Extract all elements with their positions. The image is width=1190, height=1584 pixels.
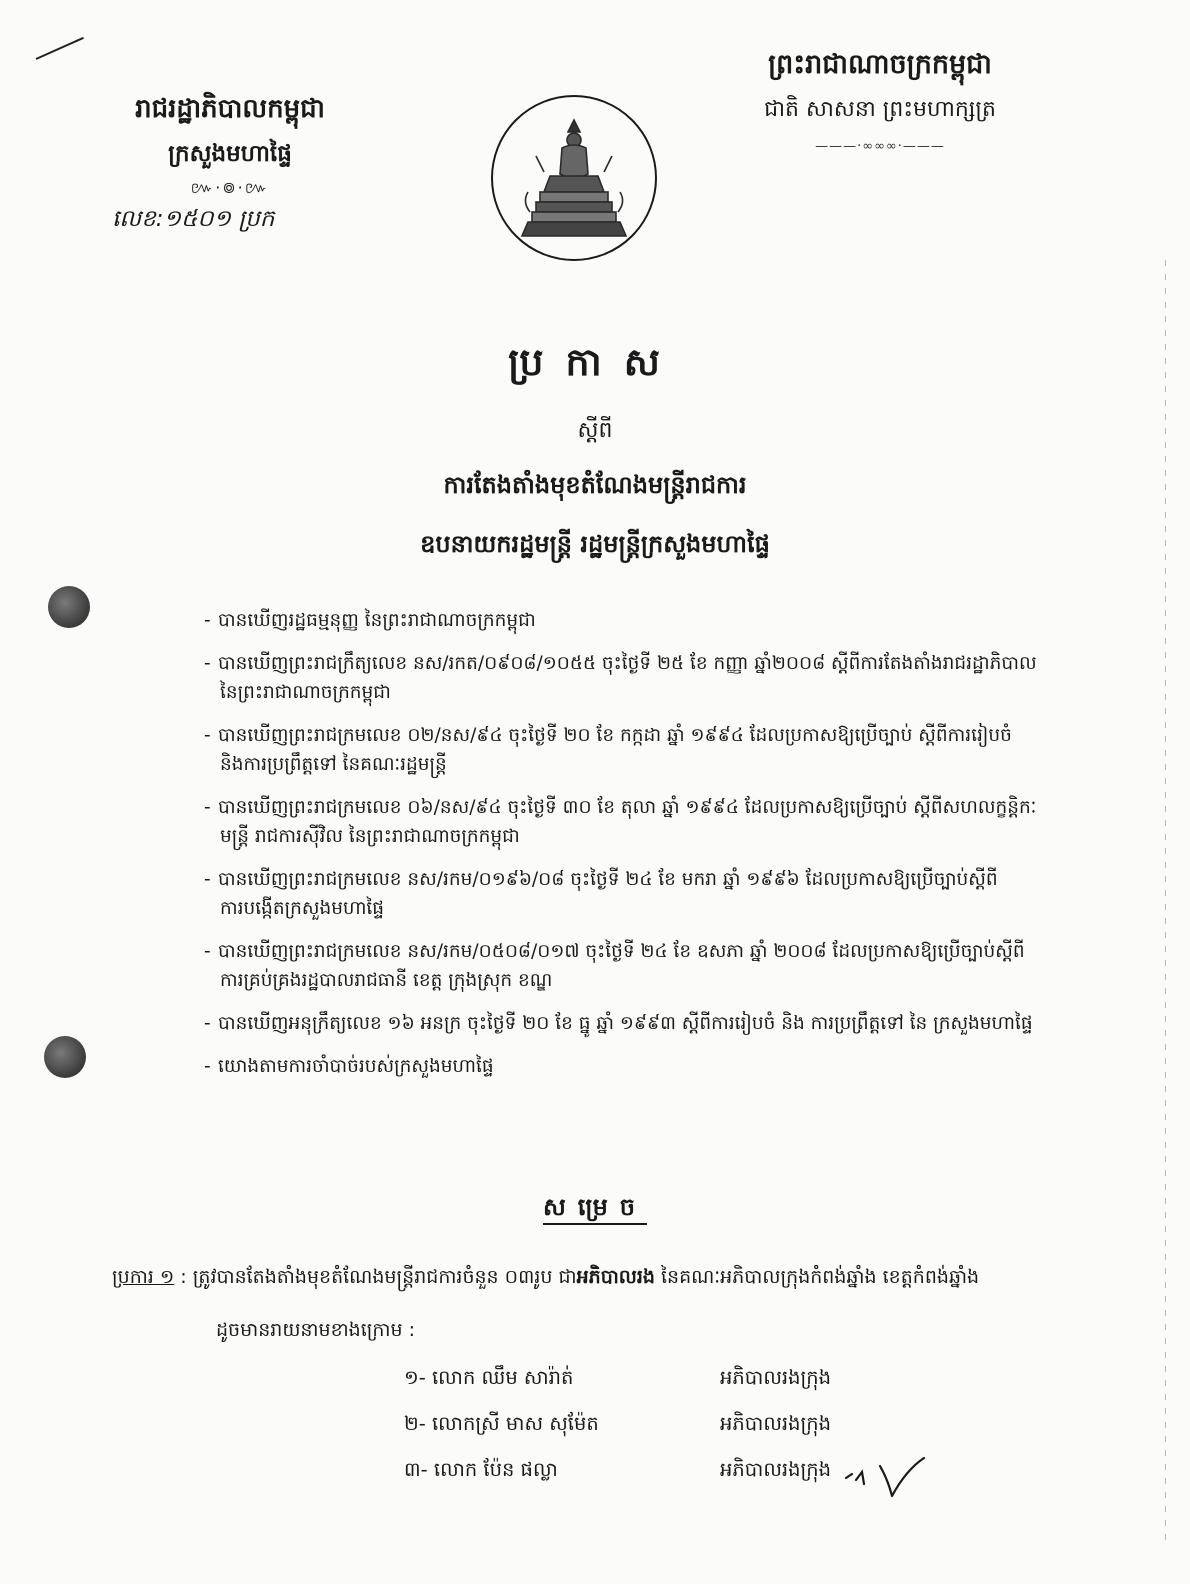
consideration-item: - បានឃើញព្រះរាជក្រមលេខ នស/រកម/០១៩៦/០៨ ចុះថ្ងៃទី ២៤ ខែ មករា ឆ្នាំ ១៩៩៦ ដែលប្រកាសឱ្យប្រើច្បាប់ស្តីពី ការបង្កើតក្រសួងមហាផ្ទៃ xyxy=(204,869,998,919)
consideration-item: - បានឃើញព្រះរាជក្រមលេខ នស/រកម/០៥០៨/០១៧ ចុះថ្ងៃទី ២៤ ខែ ឧសភា ឆ្នាំ ២០០៨ ដែលប្រកាសឱ្យប្រើច្បាប់ស្តីពី ការគ្រប់គ្រងរដ្ឋបាលរាជធានី ខេត្ត ក្រុងស្រុក ខណ្ឌ xyxy=(204,941,1025,991)
appointee-name: ៣- លោក ប៉ែន ផល្លា xyxy=(404,1457,558,1481)
punch-hole-top xyxy=(48,586,90,628)
appointee-row xyxy=(404,1402,964,1448)
decision-heading: សម្រេច xyxy=(0,1192,1190,1227)
ornament-left: ៚·៙·៚ xyxy=(190,178,270,197)
government-name: រាជរដ្ឋាភិបាលកម្ពុជា xyxy=(135,94,325,124)
title-block xyxy=(0,338,1190,564)
national-motto: ជាតិ សាសនា ព្រះមហាក្សត្រ xyxy=(764,97,996,122)
appointee-name: ២- លោកស្រី មាស សុម៉ែត xyxy=(404,1411,599,1435)
punch-hole-bottom xyxy=(44,1036,86,1078)
kingdom-name: ព្រះរាជាណាចក្រកម្ពុជា xyxy=(768,49,992,80)
about-label: ស្តីពី xyxy=(577,418,613,443)
consideration-item: - បានឃើញព្រះរាជក្រមលេខ ០៦/នស/៩៤ ចុះថ្ងៃទី ៣០ ខែ តុលា ឆ្នាំ ១៩៩៤ ដែលប្រកាសឱ្យប្រើច្បាប់ ស្តីពីសហលក្ខន្តិកៈ មន្ត្រី រាជការស៊ីវិល នៃព្រះរាជាណាចក្រកម្ពុជា xyxy=(204,797,1037,847)
consideration-item: - បានឃើញអនុក្រឹត្យលេខ ១៦ អនក្រ ចុះថ្ងៃទី ២០ ខែ ធ្នូ ឆ្នាំ ១៩៩៣ ស្តីពីការរៀបចំ និង ការប្រព្រឹត្តទៅ នៃ ក្រសួងមហាផ្ទៃ xyxy=(204,1013,1033,1034)
consideration-item: - បានឃើញរដ្ឋធម្មនុញ្ញ នៃព្រះរាជាណាចក្រកម្ពុជា xyxy=(204,610,536,631)
article-label: ប្រការ ១ xyxy=(112,1266,175,1288)
article-1: ប្រការ ១ : ត្រូវបានតែងតាំងមុខតំណែងមន្ត្រីរាជការចំនួន ០៣រូប ជាអភិបាលរង នៃគណៈអភិបាលក្រុងកំពង់ឆ្នាំង ខេត្តកំពង់ឆ្នាំង xyxy=(112,1266,980,1288)
royal-seal-emblem xyxy=(488,92,660,264)
pen-stroke-mark xyxy=(36,37,84,60)
article-bold-term: អភិបាលរង xyxy=(576,1266,655,1288)
ministry-header xyxy=(100,92,360,201)
ministry-name: ក្រសួងមហាផ្ទៃ xyxy=(168,141,292,167)
consideration-item: - បានឃើញព្រះរាជក្រមលេខ ០២/នស/៩៤ ចុះថ្ងៃទី ២០ ខែ កក្កដា ឆ្នាំ ១៩៩៤ ដែលប្រកាសឱ្យប្រើច្បាប់ ស្តីពីការរៀបចំ និងការប្រព្រឹត្តទៅ នៃគណៈរដ្ឋមន្ត្រី xyxy=(204,725,1012,775)
reference-number: លេខ:១៥០១ ប្រក xyxy=(112,206,275,232)
appointee-row xyxy=(404,1356,964,1402)
appointee-name: ១- លោក ឈឹម សារ៉ាត់ xyxy=(404,1365,574,1389)
document-subject: ការតែងតាំងមុខតំណែងមន្ត្រីរាជការ xyxy=(443,471,747,499)
issuing-official: ឧបនាយករដ្ឋមន្ត្រី រដ្ឋមន្ត្រីក្រសួងមហាផ្ទៃ xyxy=(420,530,770,558)
ornament-right: ———·∞∞∞·——— xyxy=(815,139,945,154)
appointee-role: អភិបាលរងក្រុង xyxy=(720,1365,832,1389)
article-continuation: ដូចមានរាយនាមខាងក្រោម : xyxy=(216,1319,416,1341)
document-type: ប្រកាស xyxy=(508,340,682,384)
kingdom-header xyxy=(720,48,1040,154)
considerations-list xyxy=(204,606,1124,1095)
appointee-role: អភិបាលរងក្រុង xyxy=(720,1411,832,1435)
handwritten-initial-mark xyxy=(836,1450,936,1500)
consideration-item: - បានឃើញព្រះរាជក្រឹត្យលេខ នស/រកត/០៩០៨/១០៥៥ ចុះថ្ងៃទី ២៥ ខែ កញ្ញា ឆ្នាំ២០០៨ ស្តីពីការតែងតាំងរាជរដ្ឋាភិបាល នៃព្រះរាជាណាចក្រកម្ពុជា xyxy=(204,653,1037,703)
appointee-role: អភិបាលរងក្រុង xyxy=(720,1457,832,1481)
consideration-item: - យោងតាមការចាំបាច់របស់ក្រសួងមហាផ្ទៃ xyxy=(204,1056,494,1077)
